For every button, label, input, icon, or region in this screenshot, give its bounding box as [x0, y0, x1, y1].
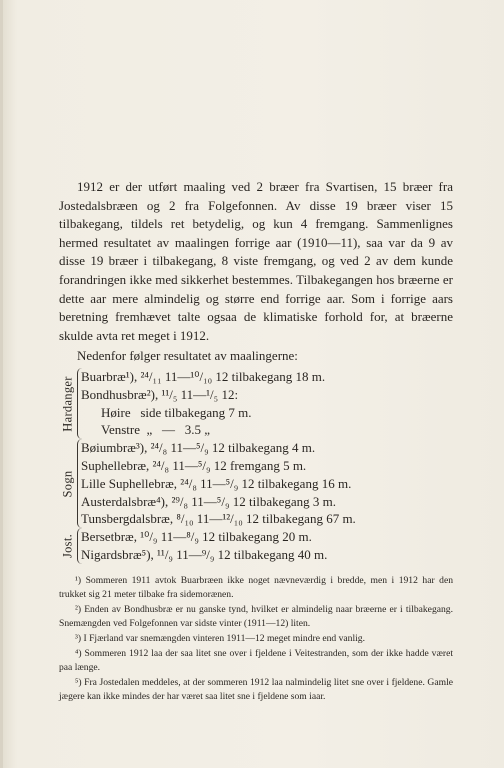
- measurement-row: Lille Suphellebræ, ²⁴/₈ 11—⁵/₉ 12 tilbakegang 16 m.: [81, 475, 352, 491]
- group-jost: [59, 528, 453, 564]
- main-paragraph: 1912 er der utført maaling ved 2 bræer fra Svartisen, 15 bræer fra Jostedalsbræen og 2 fra Folgefonnen. Av disse 19 bræer viser 15 tilbakegang, tildels ret betydelig, og kun 4 fremgang. Sammenlignes hermed resultatet av maalingen forrige aar (1910—11), saa var da 9 av disse 19 bræer i tilbakegang, 8 viste fremgang, og ved 2 av dem kunde forandringen ikke med sikkerhet bestemmes. Tilbakegangen hos bræerne er dette aar mere almindelig og større end forrige aar. Som i forrige aars beretning fremhævet talte ogsaa de klimatiske forhold for, at bræerne skulde avta ret meget i 1912.: [59, 179, 453, 343]
- measurement-row: Venstre „ — 3.5 „: [101, 422, 211, 438]
- footnote: ⁵) Fra Jostedalen meddeles, at der sommeren 1912 laa nalmindelig litet sne over i fjeldene. Gamle jægere kan ikke mindes der har været saa litet sne i fjeldene som iaar.: [59, 676, 453, 703]
- measurement-row: Bersetbræ, ¹⁰/₉ 11—⁸/₉ 12 tilbakegang 20 m.: [81, 529, 312, 545]
- footnotes: [59, 574, 453, 705]
- page-text: [59, 178, 453, 705]
- measurement-row: Bondhusbræ²), ¹¹/₅ 11—¹/₅ 12:: [81, 386, 239, 402]
- measurement-row: Nigardsbræ⁵), ¹¹/₉ 11—⁹/₉ 12 tilbakegang 40 m.: [81, 546, 328, 562]
- measurement-row: Suphellebræ, ²⁴/₈ 11—⁵/₉ 12 fremgang 5 m.: [81, 457, 307, 473]
- measurement-groups: [59, 368, 453, 564]
- measurement-row: Tunsbergdalsbræ, ⁸/₁₀ 11—¹²/₁₀ 12 tilbakegang 67 m.: [81, 511, 356, 527]
- measurement-row: Buarbræ¹), ²⁴/₁₁ 11—¹⁰/₁₀ 12 tilbakegang 18 m.: [81, 368, 326, 384]
- measurement-row: Austerdalsbræ⁴), ²⁹/₈ 11—⁵/₉ 12 tilbakegang 3 m.: [81, 493, 336, 509]
- intro-line: Nedenfor følger resultatet av maalingerne:: [77, 348, 298, 364]
- group-label-sogn: Sogn: [60, 470, 75, 498]
- footnote: ¹) Sommeren 1911 avtok Buarbræen ikke noget nævneværdig i bredde, men i 1912 har den trukket sig 21 meter tilbake fra sidemorænen.: [59, 574, 453, 601]
- footnote: ³) I Fjærland var snemængden vinteren 1911—12 meget mindre end vanlig.: [75, 633, 366, 645]
- footnote: ⁴) Sommeren 1912 laa der saa litet sne over i fjeldene i Veitestranden, som der ikke hadde været paa længe.: [59, 647, 453, 674]
- group-label-jost: Jost.: [60, 533, 75, 558]
- measurement-row: Bøiumbræ³), ²⁴/₈ 11—⁵/₉ 12 tilbakegang 4 m.: [81, 440, 316, 456]
- group-brace-sogn: [77, 439, 453, 528]
- measurement-row: Høire side tilbakegang 7 m.: [101, 404, 252, 420]
- group-label-hardanger: Hardanger: [60, 375, 75, 432]
- group-sogn: [59, 439, 453, 528]
- group-brace-jost: [77, 528, 453, 564]
- group-hardanger: [59, 368, 453, 439]
- group-brace-hardanger: [77, 368, 453, 439]
- footnote: ²) Enden av Bondhusbræ er nu ganske tynd, hvilket er almindelig naar bræerne er i tilbakegang. Snemængden ved Folgefonnen var sidste vinter (1911—12) liten.: [59, 603, 453, 630]
